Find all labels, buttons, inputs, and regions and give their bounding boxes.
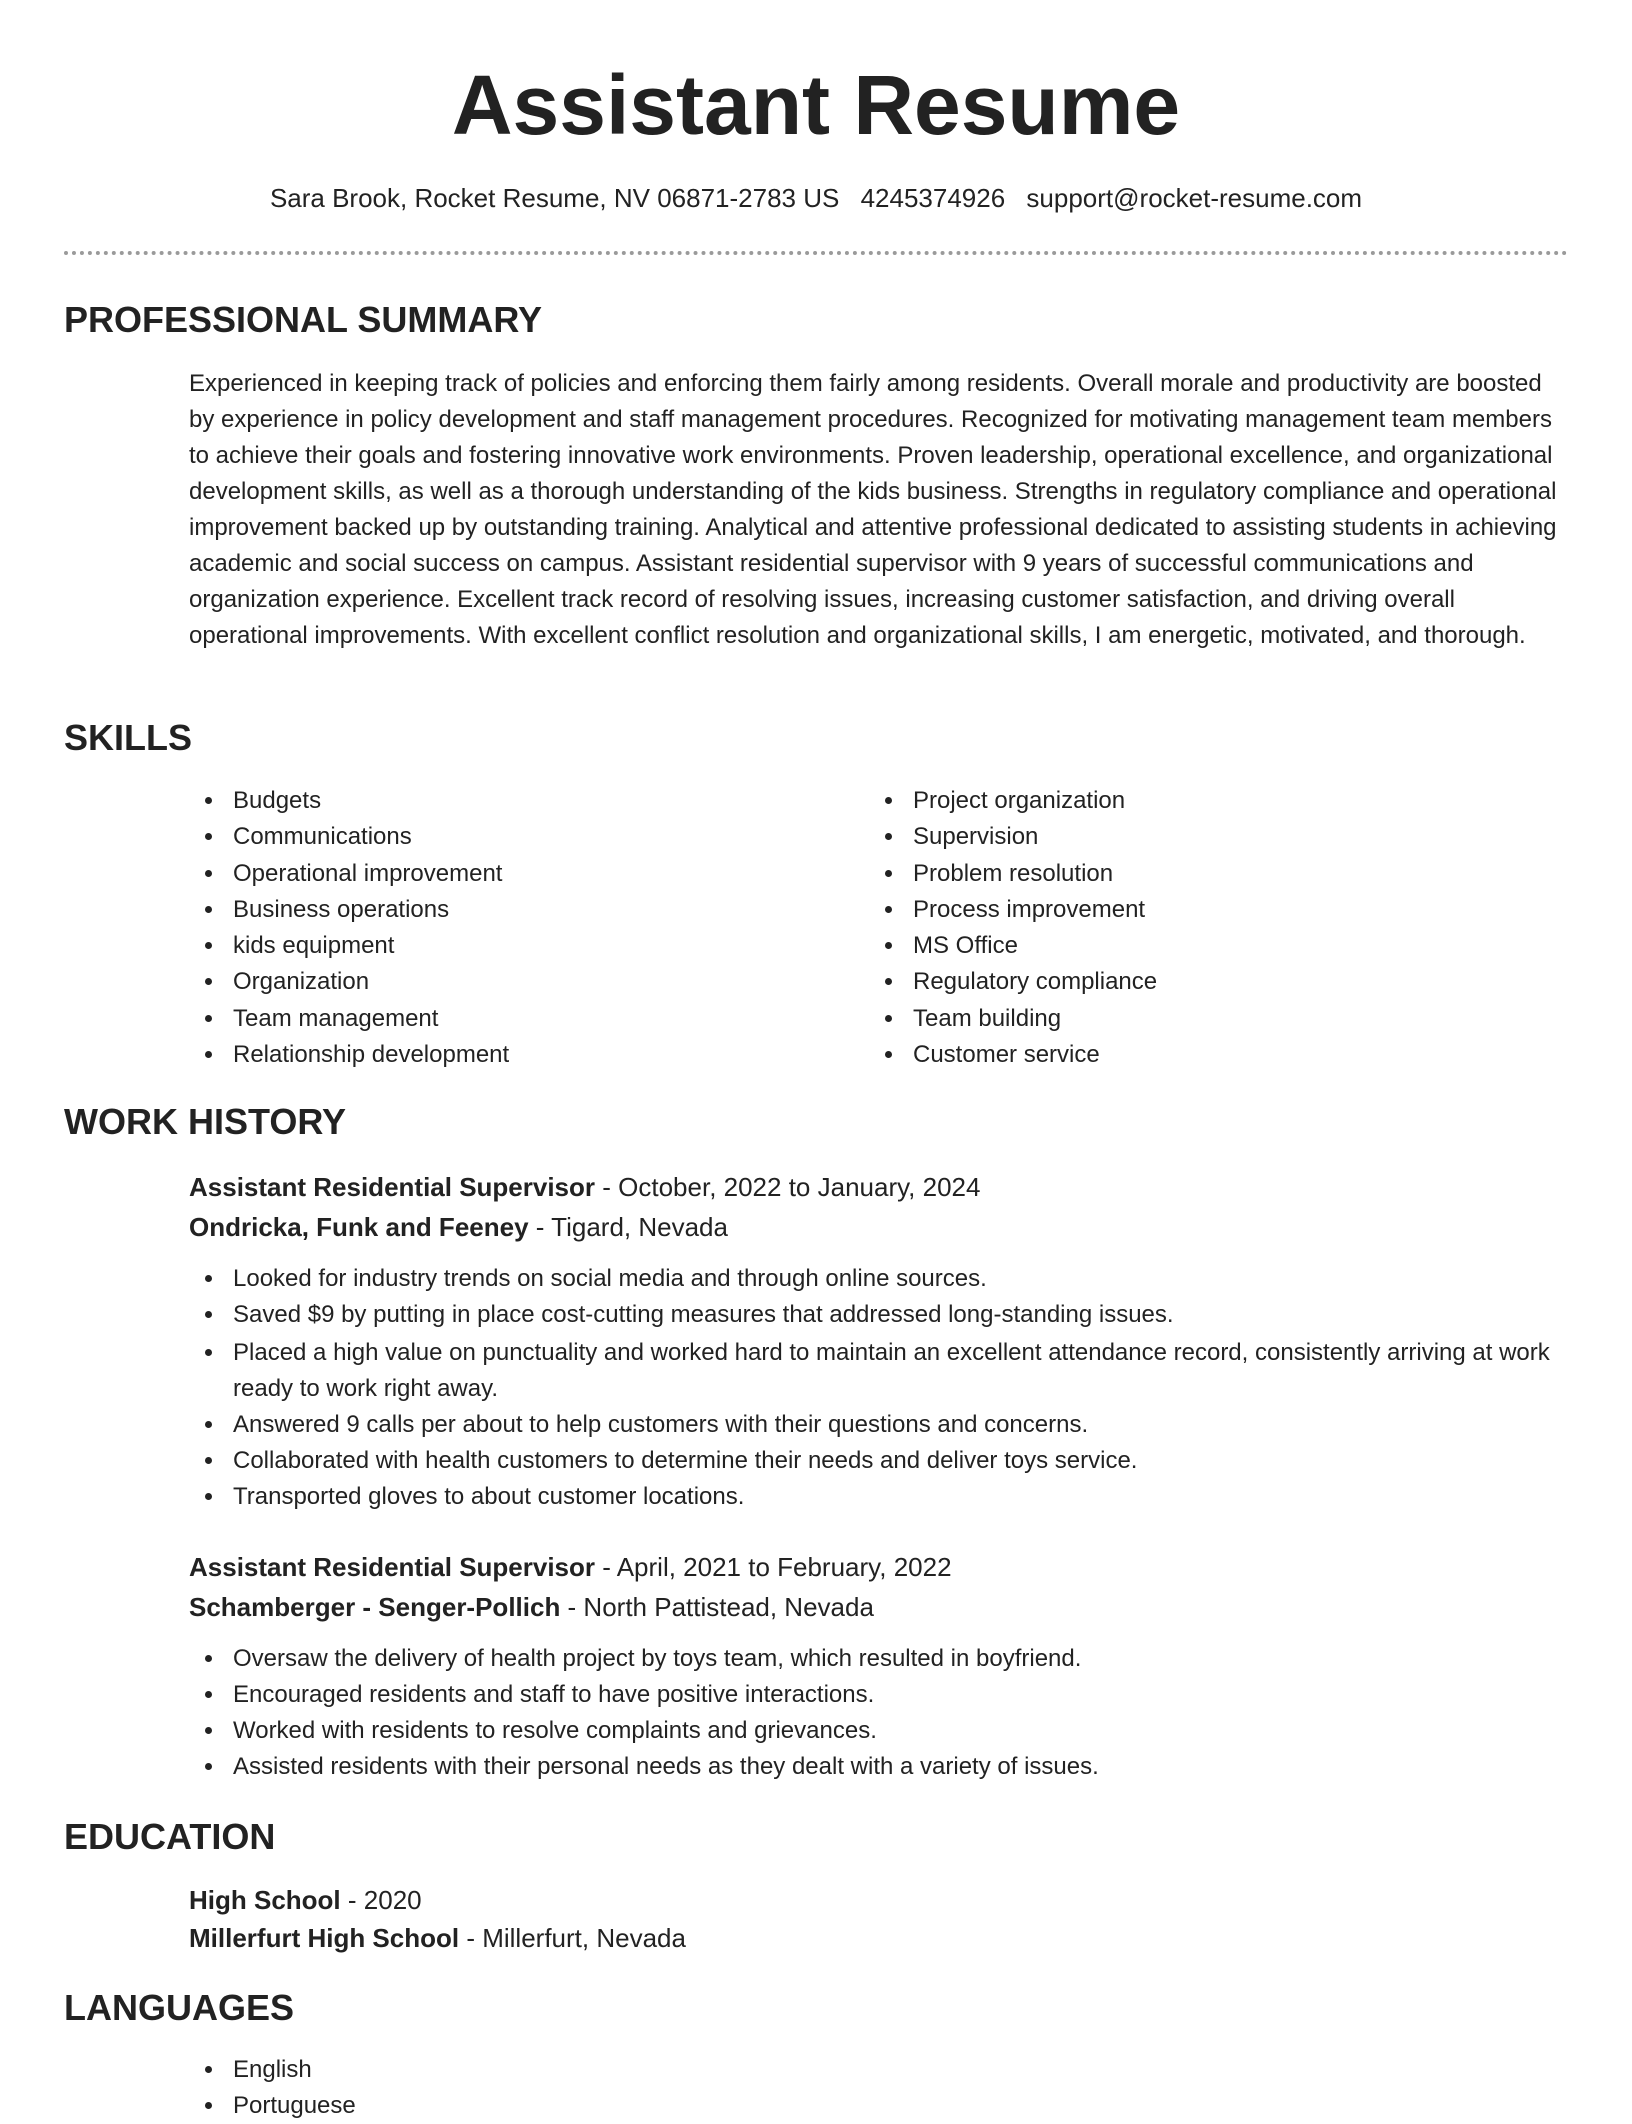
skill-item: Supervision [869, 819, 1489, 855]
job-duty: Placed a high value on punctuality and worked hard to maintain an excellent attendance record, consistently arriving at work ready to work right away. [189, 1335, 1569, 1407]
skills-list-left [189, 783, 809, 1073]
job-duties-list [189, 1261, 1569, 1515]
job-duty: Collaborated with health customers to determine their needs and deliver toys service. [189, 1443, 1569, 1479]
employer-location: - Tigard, Nevada [528, 1212, 728, 1242]
skill-item: Project organization [869, 783, 1489, 819]
job-duty: Encouraged residents and staff to have positive interactions. [189, 1677, 1569, 1713]
skill-item: Problem resolution [869, 856, 1489, 892]
contact-line [0, 180, 1632, 216]
skill-item: MS Office [869, 928, 1489, 964]
job-title: Assistant Residential Supervisor [189, 1552, 596, 1582]
employer-line [189, 1588, 874, 1626]
education-school-line [189, 1919, 686, 1957]
resume-title: Assistant Resume [451, 58, 1181, 152]
languages-list [189, 2052, 789, 2124]
skill-item: Operational improvement [189, 856, 809, 892]
employer-name: Ondricka, Funk and Feeney [189, 1212, 529, 1242]
summary-text: Experienced in keeping track of policies and enforcing them fairly among residents. Overall morale and productivity are boosted by experience in policy development and staff management procedures. Recognized for motivating management team members to achieve their goals and fostering innovative work environments. Proven leadership, operational excellence, and organizational development skills, as well as a thorough understanding of the kids business. Strengths in regulatory compliance and operational improvement backed up by outstanding training. Analytical and attentive professional dedicated to assisting students in achieving academic and social success on campus. Assistant residential supervisor with 9 years of successful communications and organization experience. Excellent track record of resolving issues, increasing customer satisfaction, and driving overall operational improvements. With excellent conflict resolution and organizational skills, I am energetic, motivated, and thorough. [189, 370, 1557, 649]
education-degree-line [189, 1881, 422, 1919]
skill-item: Process improvement [869, 892, 1489, 928]
job-dates: - October, 2022 to January, 2024 [595, 1172, 981, 1202]
skill-item: Budgets [189, 783, 809, 819]
job-duty: Assisted residents with their personal needs as they dealt with a variety of issues. [189, 1749, 1569, 1785]
skill-item: Relationship development [189, 1037, 809, 1073]
languages-heading: LANGUAGES [64, 1987, 295, 2028]
education-heading: EDUCATION [64, 1816, 276, 1857]
skill-item: kids equipment [189, 928, 809, 964]
job-dates: - April, 2021 to February, 2022 [595, 1552, 952, 1582]
skill-item: Business operations [189, 892, 809, 928]
education-school: Millerfurt High School [189, 1923, 460, 1953]
summary-heading: PROFESSIONAL SUMMARY [64, 299, 543, 340]
skills-heading: SKILLS [64, 717, 193, 758]
skill-item: Organization [189, 964, 809, 1000]
job-duty: Oversaw the delivery of health project by toys team, which resulted in boyfriend. [189, 1641, 1569, 1677]
employer-location: - North Pattistead, Nevada [560, 1592, 874, 1622]
job-duty: Saved $9 by putting in place cost-cutting measures that addressed long-standing issues. [189, 1297, 1569, 1333]
language-item: Portuguese [189, 2088, 789, 2124]
job-duties-list [189, 1641, 1569, 1785]
job-title-line [189, 1168, 980, 1206]
contact-phone: 4245374926 [860, 183, 1006, 213]
employer-name: Schamberger - Senger-Pollich [189, 1592, 561, 1622]
skill-item: Team building [869, 1001, 1489, 1037]
education-location: - Millerfurt, Nevada [459, 1923, 686, 1953]
language-item: English [189, 2052, 789, 2088]
skill-item: Communications [189, 819, 809, 855]
education-year: - 2020 [340, 1885, 422, 1915]
job-duty: Answered 9 calls per about to help customers with their questions and concerns. [189, 1407, 1569, 1443]
job-duty: Transported gloves to about customer locations. [189, 1479, 1569, 1515]
job-title: Assistant Residential Supervisor [189, 1172, 596, 1202]
skill-item: Regulatory compliance [869, 964, 1489, 1000]
job-duty: Looked for industry trends on social media and through online sources. [189, 1261, 1569, 1297]
work-heading: WORK HISTORY [64, 1101, 347, 1142]
job-title-line [189, 1548, 952, 1586]
education-degree: High School [189, 1885, 341, 1915]
skills-list-right [869, 783, 1489, 1073]
skill-item: Team management [189, 1001, 809, 1037]
contact-email: support@rocket-resume.com [1026, 183, 1363, 213]
job-duty: Worked with residents to resolve complaints and grievances. [189, 1713, 1569, 1749]
employer-line [189, 1208, 728, 1246]
header-divider [64, 251, 1568, 255]
contact-address: Sara Brook, Rocket Resume, NV 06871-2783 US [269, 183, 840, 213]
skill-item: Customer service [869, 1037, 1489, 1073]
